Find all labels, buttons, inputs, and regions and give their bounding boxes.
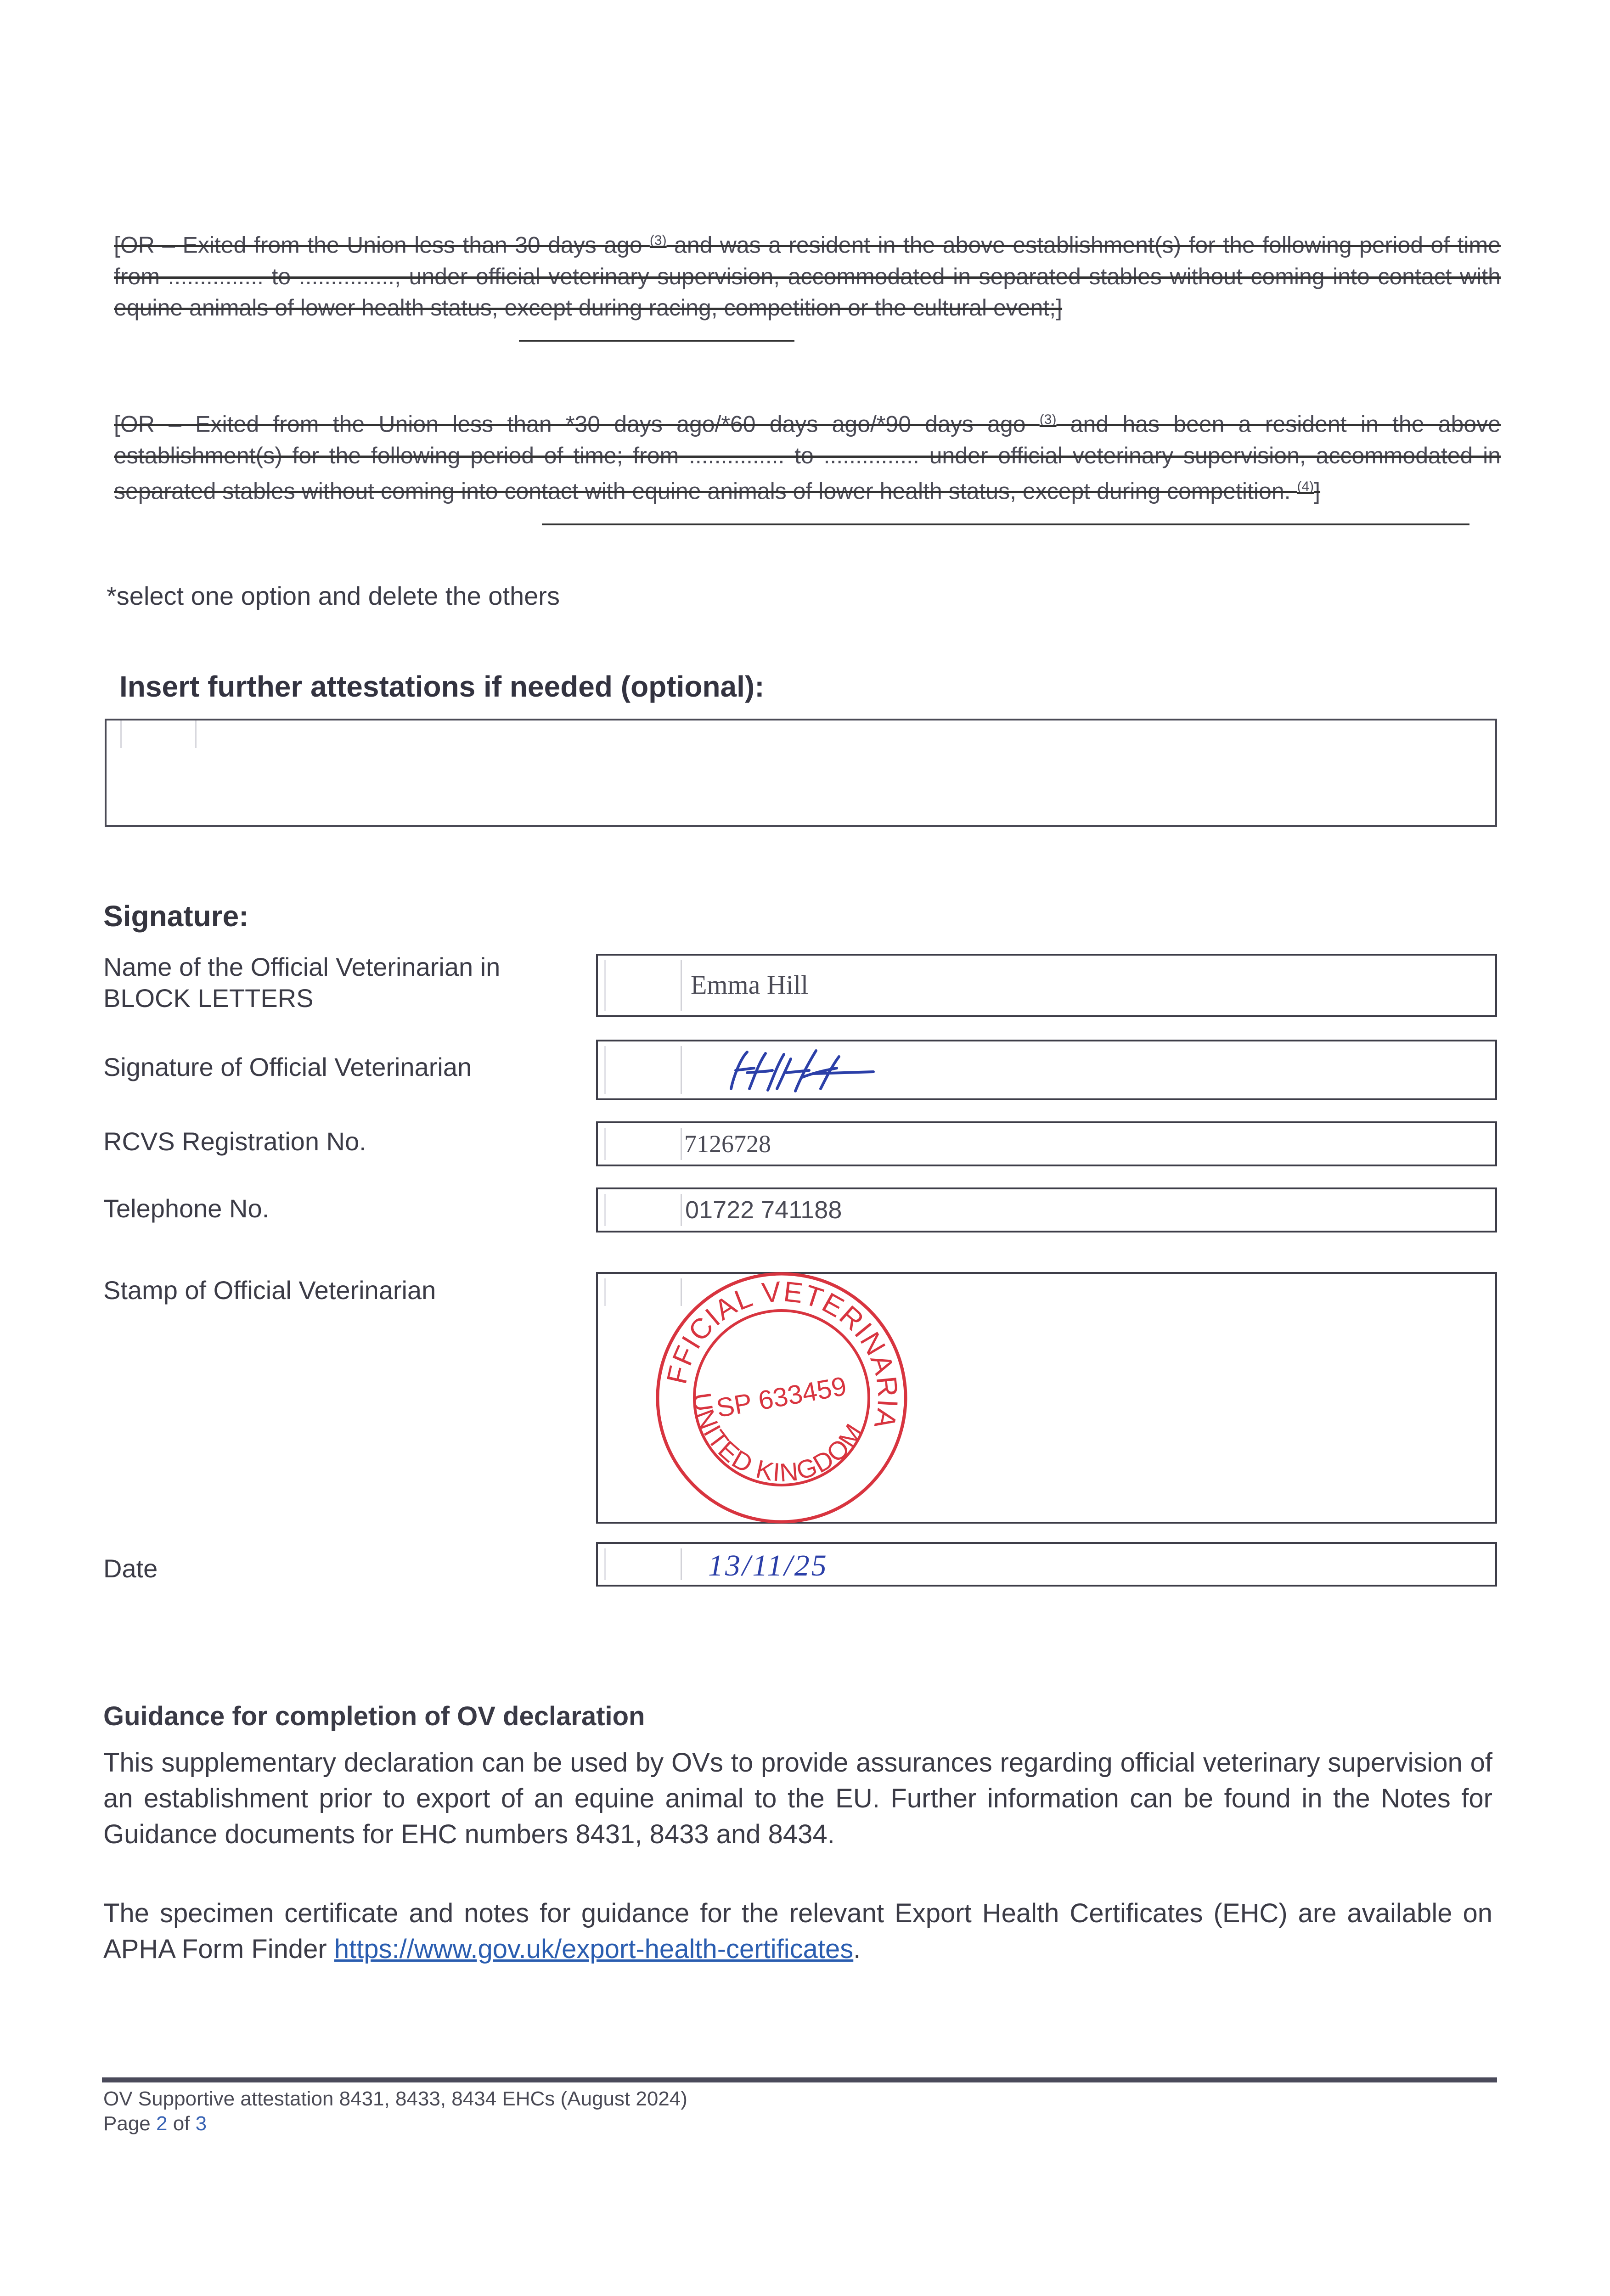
export-health-certificates-link[interactable]: https://www.gov.uk/export-health-certificates: [334, 1934, 854, 1964]
rcvs-field-divider-left: [604, 1128, 606, 1160]
further-attestations-inner-cell: [120, 720, 197, 748]
further-attestations-field[interactable]: [105, 719, 1497, 827]
or1-footnote-ref: (3): [649, 233, 667, 248]
page-current: 2: [156, 2112, 168, 2135]
rcvs-field-divider: [681, 1128, 682, 1160]
further-attestations-title: Insert further attestations if needed (optional):: [119, 670, 765, 703]
or2-text-c: ]: [1314, 478, 1321, 504]
telephone-field-divider: [681, 1194, 682, 1226]
ov-name-field-divider: [681, 960, 682, 1011]
or1-text-b: and was a resident in the above establishment(s) for the following period of time from ............... to ..............., under official veterinary supervision, accommodated: [114, 232, 1501, 289]
official-veterinarian-stamp: [644, 1260, 919, 1536]
or1-text-c: separated stables without coming into contact with equine animals of lower health status, except during racing, competition or the cultural event;]: [114, 263, 1501, 321]
page-word: Page: [103, 2112, 156, 2135]
stamp-bottom-text: UNITED KINGDOM: [687, 1391, 869, 1487]
stamp-code: SP 633459: [714, 1371, 849, 1424]
telephone-value: 01722 741188: [685, 1196, 842, 1224]
ov-name-label-line2: BLOCK LETTERS: [103, 984, 314, 1013]
telephone-label: Telephone No.: [103, 1194, 270, 1223]
select-option-note: *select one option and delete the others: [107, 581, 560, 610]
guidance-paragraph-2-text: The specimen certificate and notes for guidance for the relevant Export Health Certificates (EHC) are available on APHA Form Finder: [103, 1898, 1492, 1964]
telephone-field[interactable]: [596, 1187, 1497, 1232]
ov-name-value: Emma Hill: [691, 970, 809, 1000]
or2-footnote-ref-3: (3): [1039, 412, 1057, 427]
or2-text-a: [OR – Exited from the Union less than *30 days ago/*60 days ago/*90 days ago: [114, 411, 1040, 437]
or2-footnote-ref-4: (4): [1297, 478, 1314, 494]
rcvs-label: RCVS Registration No.: [103, 1127, 366, 1156]
rcvs-field[interactable]: [596, 1121, 1497, 1166]
ov-signature-field[interactable]: [596, 1040, 1497, 1100]
page-total: 3: [195, 2112, 207, 2135]
ov-signature-label: Signature of Official Veterinarian: [103, 1052, 472, 1081]
or1-strike-rule: [519, 340, 794, 342]
ov-signature-field-divider: [681, 1046, 682, 1094]
footer-rule: [102, 2077, 1497, 2082]
ov-name-field-divider-left: [604, 960, 606, 1011]
guidance-paragraph-2-end: .: [853, 1934, 861, 1964]
ov-name-label: [103, 951, 500, 1014]
guidance-paragraph-1: This supplementary declaration can be used by OVs to provide assurances regarding official veterinary supervision of an establishment prior to export of an equine animal to the EU. Further information can be found in the Notes for Guidance documents for EHC numbers 8431, 8433 and 8434.: [103, 1748, 1492, 1849]
stamp-top-text: OFFICIAL VETERINARIAN: [661, 1276, 904, 1433]
stamp-label: Stamp of Official Veterinarian: [103, 1276, 436, 1305]
signature-section-title: Signature:: [103, 900, 249, 933]
ov-name-label-line1: Name of the Official Veterinarian in: [103, 952, 501, 981]
date-value: 13/11/25: [708, 1549, 828, 1582]
rcvs-value: 7126728: [684, 1130, 771, 1158]
guidance-title: Guidance for completion of OV declaration: [103, 1701, 645, 1731]
date-label: Date: [103, 1554, 158, 1583]
page-of: of: [167, 2112, 196, 2135]
date-field-divider-left: [604, 1548, 606, 1580]
date-field[interactable]: [596, 1542, 1497, 1587]
or2-strike-rule: [542, 523, 1469, 525]
stamp-field-divider-left: [604, 1278, 606, 1306]
page-number: [103, 2112, 207, 2135]
telephone-field-divider-left: [604, 1194, 606, 1226]
ov-signature-field-divider-left: [604, 1046, 606, 1094]
or-option-paragraph-1: [114, 225, 1501, 323]
or1-text-tail: in: [953, 263, 971, 289]
footer-title: OV Supportive attestation 8431, 8433, 8434 EHCs (August 2024): [103, 2088, 687, 2110]
ov-name-field[interactable]: [596, 954, 1497, 1017]
or-option-paragraph-2: [114, 404, 1501, 506]
guidance-paragraph-2: [103, 1896, 1492, 1967]
stamp-field[interactable]: [596, 1272, 1497, 1524]
or2-text-b: and has been a resident in the above establishment(s) for the following period of time; from ............... to ............... under official veterinary supervision, accommodated in separated stables without coming into contact with equine animals of lower health status, except during competition.: [114, 411, 1501, 504]
date-field-divider: [681, 1548, 682, 1580]
or1-text-a: [OR – Exited from the Union less than 30 days ago: [114, 232, 650, 258]
handwritten-signature: [722, 1045, 878, 1098]
